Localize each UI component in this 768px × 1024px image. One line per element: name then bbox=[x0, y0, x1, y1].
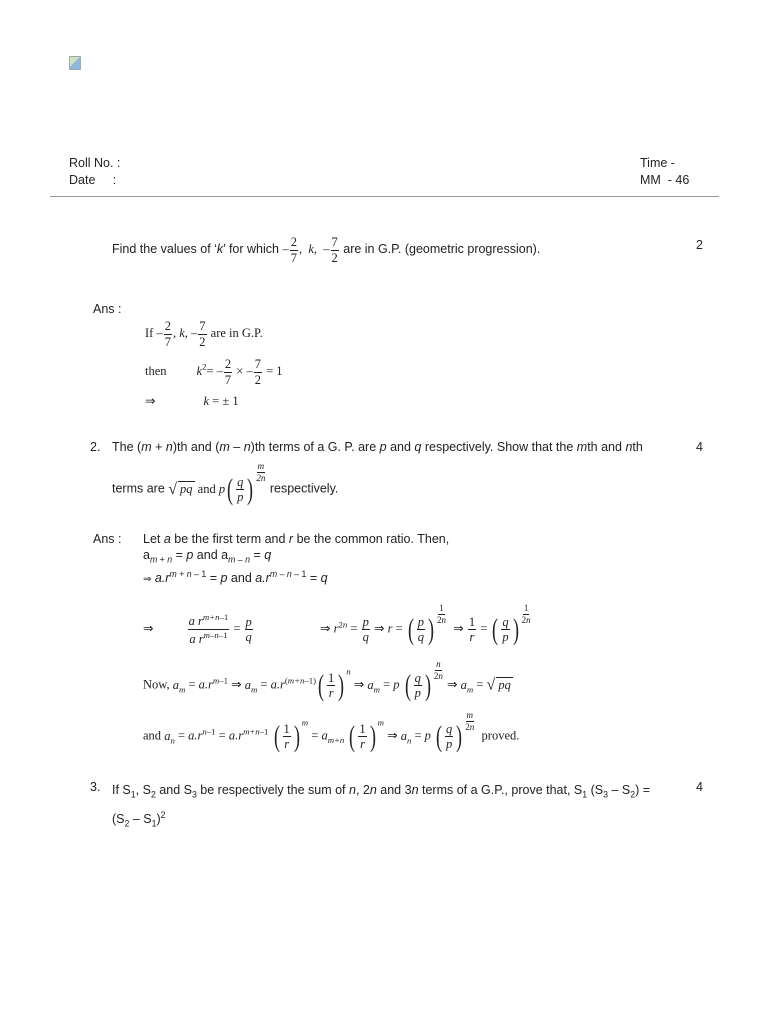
header-divider bbox=[50, 196, 719, 197]
answer-1-line-3: ⇒ k = ± 1 bbox=[145, 394, 239, 408]
answer-1-line-2: then $k^2=$ – $\frac{2}{7}$ × – $\frac{7}{2}$ = 1 bbox=[145, 357, 283, 387]
answer-1-label: Ans : bbox=[93, 302, 122, 316]
answer-2-line-6: and $a_n = a.r^{n-1} = a.r^{m+n-1}$ ( $\frac{1}{r}$ ) $^m = a_{m+n}$ ( $\frac{1}{r}$ ) $^m$ ⇒ $a_n = p$ ( $\frac{q}{p}$ ) $^{\frac{m}{2n}}$ proved. bbox=[143, 710, 520, 753]
question-3-text: If $S_1$, $S_2$ and $S_3$ be respectively the sum of n, 2n and 3n terms of a G.P., prove that, $S_1$ $(S_3 - S_2)$ = $(S_2 - S_1)^2$ bbox=[112, 783, 651, 829]
answer-2-line-4: ⇒ $\frac{a r^{m+n-1}}{a r^{m-n-1}}$ = $\frac{p}{q}$ ⇒ $r^{2n}$ = $\frac{p}{q}$ ⇒ r = ( $\frac{p}{q}$ ) $^{\frac{1}{2n}}$ ⇒ $\frac{1}{r}$ = ( $\frac{q}{p}$ ) $^{\frac{1}{2n}}$ bbox=[143, 603, 531, 647]
answer-1-line-1: If – $\frac{2}{7}$ , k, – $\frac{7}{2}$ are in G.P. bbox=[145, 319, 263, 349]
date-label: Date : bbox=[69, 173, 117, 187]
answer-2-line-2: $a_{m + n} = p$ and $a_{m - n} = q$ bbox=[143, 548, 272, 565]
question-1-text: Find the values of ‘k’ for which – $\frac{2}{7}$ , k, – $\frac{7}{2}$ are in G.P. (geometric progression). bbox=[112, 235, 541, 265]
question-2-text: The (m + n)th and (m – n)th terms of a G. P. are p and q respectively. Show that the mth and nth bbox=[112, 440, 643, 454]
max-marks-label: MM - 46 bbox=[640, 173, 690, 187]
time-label: Time - bbox=[640, 156, 675, 170]
answer-2-line-3: ⇒ $a.r^{m + n - 1} = p$ and $a.r^{m - n - 1} = q$ bbox=[143, 569, 328, 586]
question-1-marks: 2 bbox=[696, 238, 703, 252]
answer-2-line-1: Let a be the first term and r be the common ratio. Then, bbox=[143, 532, 450, 546]
question-2-number: 2. bbox=[90, 440, 101, 454]
roll-number-label: Roll No. : bbox=[69, 156, 121, 170]
answer-2-label: Ans : bbox=[93, 532, 122, 546]
question-3-number: 3. bbox=[90, 780, 101, 794]
question-3-marks: 4 bbox=[696, 780, 703, 794]
question-2-text-cont: terms are √ pq and p( $\frac{q}{p}$ ) $^{\frac{m}{2n}}$ respectively. bbox=[112, 461, 339, 506]
question-2-marks: 4 bbox=[696, 440, 703, 454]
logo-image bbox=[69, 56, 81, 70]
answer-2-line-5: Now, $a_m = a.r^{m-1}$ ⇒ $a_m = a.r^{(m+n-1)}$( $\frac{1}{r}$ ) $^n$ ⇒ $a_m = p$ ( $\frac{q}{p}$ ) $^{\frac{n}{2n}}$ ⇒ $a_m$ = √ pq bbox=[143, 659, 511, 702]
